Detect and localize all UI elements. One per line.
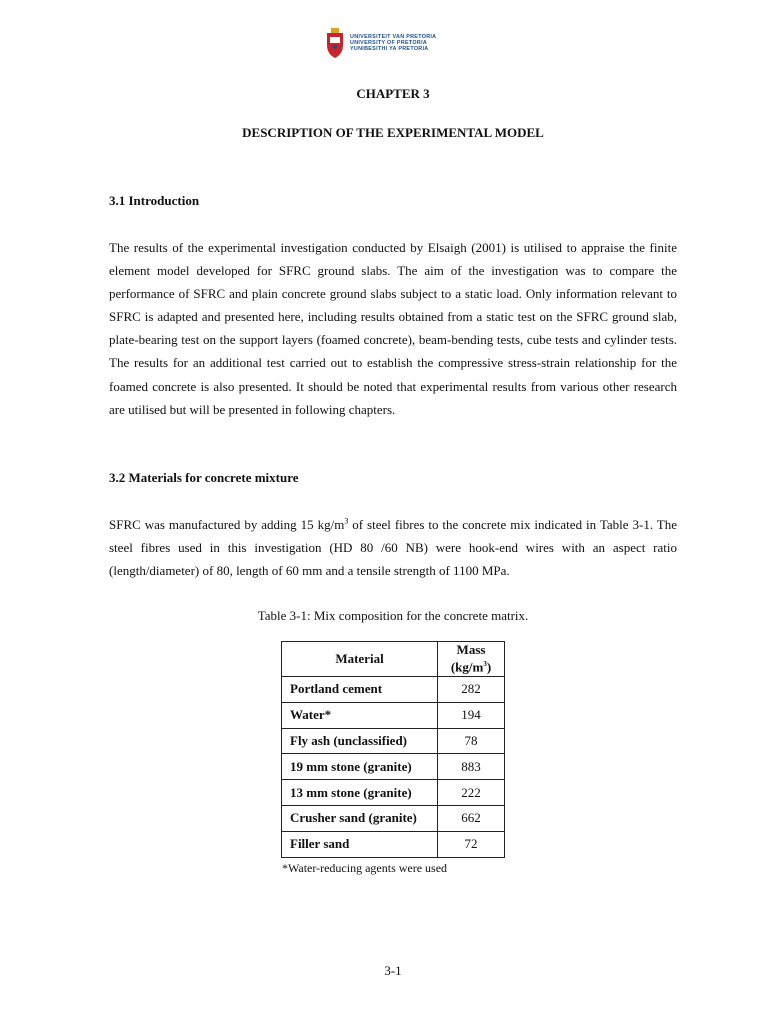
mass-cell: 662 <box>438 805 505 831</box>
page-number: 3-1 <box>384 963 402 978</box>
mass-cell: 72 <box>438 831 505 857</box>
table-row <box>282 728 505 754</box>
materials-paragraph-end: of steel fibres to the concrete mix indicated in Table 3-1. The steel fibres used in this investigation (HD 80 /60 NB) were hook-end wires with an aspect ratio (length/diameter) of 80, length of 60 mm and a tensile strength of 1100 MPa. <box>109 517 677 579</box>
section-heading-introduction: 3.1 Introduction <box>109 193 200 208</box>
mass-header-unit-sup: 3 <box>483 660 487 669</box>
logo-line-3: YUNIBESITHI YA PRETORIA <box>350 46 429 53</box>
table-row <box>282 780 505 806</box>
university-crest-icon <box>324 27 346 59</box>
table-caption: Table 3-1: Mix composition for the concrete matrix. <box>257 608 529 623</box>
mass-cell: 883 <box>438 754 505 780</box>
material-cell: Water* <box>282 702 438 728</box>
material-cell: Portland cement <box>282 677 438 703</box>
mass-cell: 194 <box>438 702 505 728</box>
material-cell: Fly ash (unclassified) <box>282 728 438 754</box>
section-heading-materials: 3.2 Materials for concrete mixture <box>109 470 299 485</box>
table-row <box>282 677 505 703</box>
table-row <box>282 702 505 728</box>
mass-header-unit-post: ) <box>486 659 492 675</box>
chapter-number: CHAPTER 3 <box>356 86 430 101</box>
table-header-row <box>282 642 505 677</box>
material-cell: Crusher sand (granite) <box>282 805 438 831</box>
materials-paragraph-start: SFRC was manufactured by adding 15 kg/m <box>109 517 345 532</box>
logo-line-2: UNIVERSITY OF PRETORIA <box>350 39 428 46</box>
mass-cell: 282 <box>438 677 505 703</box>
mass-column-header <box>438 642 505 677</box>
mass-cell: 222 <box>438 780 505 806</box>
table-row <box>282 754 505 780</box>
table-row <box>282 805 505 831</box>
mass-header-unit-pre: (kg/m <box>450 659 484 675</box>
material-cell: Filler sand <box>282 831 438 857</box>
cubic-superscript: 3 <box>344 516 349 526</box>
material-cell: 19 mm stone (granite) <box>282 754 438 780</box>
table-row <box>282 831 505 857</box>
mass-header-line-1: Mass <box>456 642 486 658</box>
mix-composition-table <box>281 641 505 858</box>
university-logo <box>324 27 436 59</box>
table-footnote: *Water-reducing agents were used <box>282 861 448 875</box>
material-column-header: Material <box>282 642 438 677</box>
material-cell: 13 mm stone (granite) <box>282 780 438 806</box>
mass-cell: 78 <box>438 728 505 754</box>
introduction-paragraph: The results of the experimental investigation conducted by Elsaigh (2001) is utilised to appraise the finite element model developed for SFRC ground slabs. The aim of the investigation was to compare the performance of SFRC and plain concrete ground slabs subject to a static load. Only information relevant to SFRC is adapted and presented here, including results obtained from a static test on the SFRC ground slab, plate-bearing test on the support layers (foamed concrete), beam-bending tests, cube tests and cylinder tests. The results for an additional test carried out to establish the compressive stress-strain relationship for the foamed concrete is also presented. It should be noted that experimental results from various other research are utilised but will be presented in following chapters. <box>109 240 677 417</box>
materials-paragraph <box>109 513 677 582</box>
logo-line-1: UNIVERSITEIT VAN PRETORIA <box>350 33 437 40</box>
chapter-title: DESCRIPTION OF THE EXPERIMENTAL MODEL <box>242 125 544 140</box>
